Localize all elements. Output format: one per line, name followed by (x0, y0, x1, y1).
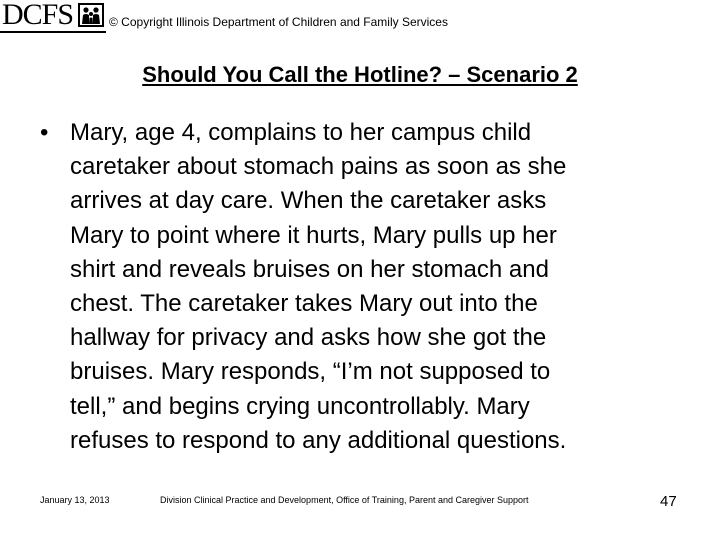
page-number: 47 (660, 493, 677, 510)
family-emblem-icon (78, 3, 104, 27)
footer-date: January 13, 2013 (40, 495, 110, 505)
bullet-marker: • (40, 119, 49, 146)
footer-department: Division Clinical Practice and Development, Office of Training, Parent and Caregiver Support (160, 495, 529, 505)
slide-header (0, 0, 720, 40)
logo-text: DCFS (2, 0, 74, 31)
dcfs-logo (0, 0, 106, 34)
slide-title: Should You Call the Hotline? – Scenario 2 (142, 62, 578, 87)
logo-underline (0, 31, 106, 33)
scenario-text: Mary, age 4, complains to her campus child caretaker about stomach pains as soon as she arrives at day care. When the caretaker asks Mary to point where it hurts, Mary pulls up her shirt and reveals bruises on her stomach and chest. The caretaker takes Mary out into the hallway for privacy and asks how she got the bruises. Mary responds, “I’m not supposed to tell,” and begins crying uncontrollably. Mary refuses to respond to any additional questions. (70, 119, 567, 454)
copyright-notice: © Copyright Illinois Department of Children and Family Services (109, 15, 448, 29)
